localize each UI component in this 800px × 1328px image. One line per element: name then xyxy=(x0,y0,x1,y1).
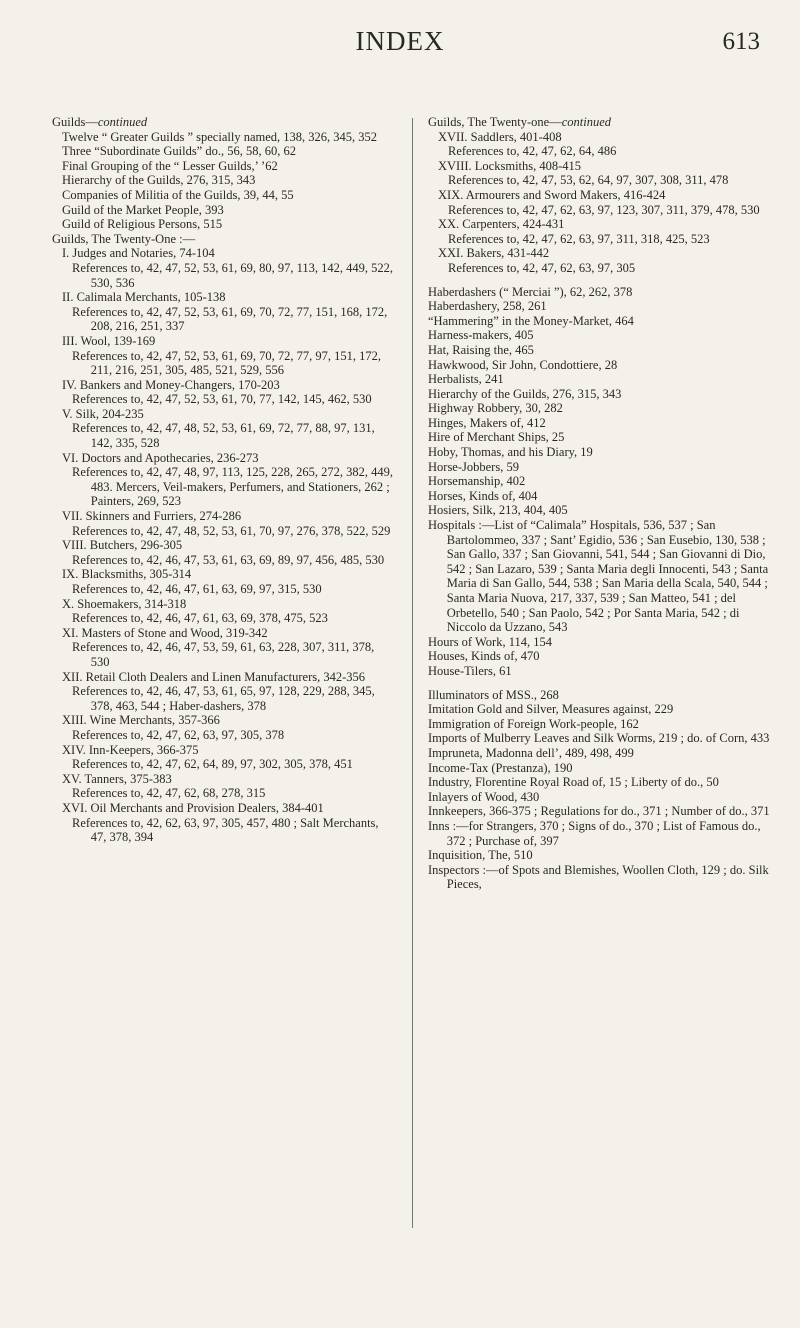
continued-label: continued xyxy=(561,115,612,129)
index-entry: VI. Doctors and Apothecaries, 236-273 xyxy=(62,450,259,465)
index-entry: VIII. Butchers, 296-305 xyxy=(62,538,183,553)
index-entry: Inns :—for Strangers, 370 ; Signs of do., 370 ; List of Famous do., 372 ; Purchase of, 397 xyxy=(428,818,764,848)
index-entry: II. Calimala Merchants, 105-138 xyxy=(62,290,226,305)
index-entry: III. Wool, 139-169 xyxy=(62,333,156,348)
index-entry: References to, 42, 46, 47, 53, 59, 61, 63, 228, 307, 311, 378, 530 xyxy=(72,640,378,669)
index-entry: Innkeepers, 366-375 ; Regulations for do., 371 ; Number of do., 371 xyxy=(428,804,770,819)
index-entry: XIV. Inn-Keepers, 366-375 xyxy=(62,742,199,757)
index-entry: Harness-makers, 405 xyxy=(428,328,534,343)
index-entry: XVIII. Locksmiths, 408-415 xyxy=(438,158,582,173)
index-entry: Imports of Mulberry Leaves and Silk Worms, 219 ; do. of Corn, 433 xyxy=(428,731,770,746)
continued-label: continued xyxy=(97,115,148,129)
index-entry: References to, 42, 47, 53, 62, 64, 97, 307, 308, 311, 478 xyxy=(448,173,729,188)
index-entry: IX. Blacksmiths, 305-314 xyxy=(62,567,192,582)
index-entry: Haberdashery, 258, 261 xyxy=(428,299,547,314)
index-entry: XX. Carpenters, 424-431 xyxy=(438,217,565,232)
index-entry: XIX. Armourers and Sword Makers, 416-424 xyxy=(438,187,666,202)
index-entry: XIII. Wine Merchants, 357-366 xyxy=(62,713,220,728)
index-entry: Guild of the Market People, 393 xyxy=(62,202,224,217)
index-entry: Hierarchy of the Guilds, 276, 315, 343 xyxy=(428,386,622,401)
index-entry: References to, 42, 46, 47, 53, 61, 63, 69, 89, 97, 456, 485, 530 xyxy=(72,552,385,567)
index-entry: Companies of Militia of the Guilds, 39, 44, 55 xyxy=(62,187,294,202)
index-entry: Illuminators of MSS., 268 xyxy=(428,687,559,702)
index-entry: Hosiers, Silk, 213, 404, 405 xyxy=(428,503,568,518)
index-entry: X. Shoemakers, 314-318 xyxy=(62,596,187,611)
index-entry: Industry, Florentine Royal Road of, 15 ; Liberty of do., 50 xyxy=(428,775,719,790)
index-entry: Hawkwood, Sir John, Condottiere, 28 xyxy=(428,357,618,372)
index-entry: Guilds, The Twenty-one—continued xyxy=(428,115,612,129)
index-entry: Hospitals :—List of “Calimala” Hospitals, 536, 537 ; San Bartolommeo, 337 ; Sant’ Egidio, 536 ; San Eusebio, 130, 538 ; San Gallo, 337 ; San Giovanni, 541, 544 ; San Giovanni di Dio, 542 ; San Lazaro, 539 ; Santa Maria degli Innocenti, 543 ; Santa Maria di San Gallo, 544, 538 ; San Maria della Scala, 540, 544 ; Santa Maria Nuova, 217, 337, 539 ; San Matteo, 541 ; del Orbetello, 540 ; San Paolo, 542 ; Por Santa Maria, 542 ; di Niccolo da Uzzano, 543 xyxy=(428,518,772,635)
index-entry: House-Tilers, 61 xyxy=(428,663,512,678)
index-entry: Impruneta, Madonna dell’, 489, 498, 499 xyxy=(428,745,634,760)
index-entry: I. Judges and Notaries, 74-104 xyxy=(62,246,215,261)
index-entry: References to, 42, 62, 63, 97, 305, 457, 480 ; Salt Merchants, 47, 378, 394 xyxy=(72,815,382,845)
index-entry: Three “Subordinate Guilds” do., 56, 58, 60, 62 xyxy=(62,144,296,159)
index-entry: Guilds, The Twenty-One :— xyxy=(52,231,196,246)
index-entry: References to, 42, 47, 62, 63, 97, 305, 378 xyxy=(72,727,285,742)
page-title: INDEX xyxy=(355,26,445,56)
index-entry: References to, 42, 47, 52, 53, 61, 69, 70, 72, 77, 97, 151, 172, 211, 216, 251, 305, 485, 521, 529, 556 xyxy=(72,348,385,378)
index-entry: V. Silk, 204-235 xyxy=(62,406,144,421)
index-entry: Hire of Merchant Ships, 25 xyxy=(428,430,565,445)
index-entry: Hierarchy of the Guilds, 276, 315, 343 xyxy=(62,173,256,188)
index-entry: References to, 42, 46, 47, 61, 63, 69, 97, 315, 530 xyxy=(72,582,322,596)
index-entry: XII. Retail Cloth Dealers and Linen Manufacturers, 342-356 xyxy=(62,669,366,684)
index-entry: Twelve “ Greater Guilds ” specially named, 138, 326, 345, 352 xyxy=(62,129,378,144)
index-entry: XXI. Bakers, 431-442 xyxy=(438,246,550,261)
index-entry: XVI. Oil Merchants and Provision Dealers, 384-401 xyxy=(62,800,324,815)
index-entry: Guilds—continued xyxy=(52,115,148,129)
index-entry: Horses, Kinds of, 404 xyxy=(428,488,538,503)
index-entry: IV. Bankers and Money-Changers, 170-203 xyxy=(62,377,280,392)
index-entry: Hinges, Makers of, 412 xyxy=(428,415,546,430)
index-entry: Horsemanship, 402 xyxy=(428,474,526,489)
index-entry: References to, 42, 47, 62, 63, 97, 311, 318, 425, 523 xyxy=(448,231,710,246)
index-entry: Immigration of Foreign Work-people, 162 xyxy=(428,716,639,731)
index-entry: VII. Skinners and Furriers, 274-286 xyxy=(62,509,242,524)
index-entry: Guild of Religious Persons, 515 xyxy=(62,217,223,232)
index-entry: References to, 42, 47, 62, 63, 97, 123, 307, 311, 379, 478, 530 xyxy=(448,202,760,217)
index-entry: Hoby, Thomas, and his Diary, 19 xyxy=(428,445,593,460)
index-entry: References to, 42, 47, 62, 68, 278, 315 xyxy=(72,786,266,801)
page-number: 613 xyxy=(722,28,760,55)
index-entry: Houses, Kinds of, 470 xyxy=(428,649,540,664)
index-entry: XI. Masters of Stone and Wood, 319-342 xyxy=(62,625,268,640)
index-column-left xyxy=(52,115,395,845)
index-entry: References to, 42, 47, 48, 97, 113, 125, 228, 265, 272, 382, 449, 483. Mercers, Veil-makers, Perfumers, and Stationers, 262 ; Painters, 269, 523 xyxy=(72,465,397,509)
page-header xyxy=(0,26,800,66)
index-entry: References to, 42, 47, 62, 64, 486 xyxy=(448,144,617,159)
index-entry: XV. Tanners, 375-383 xyxy=(62,771,172,786)
index-entry: References to, 42, 47, 52, 53, 61, 69, 80, 97, 113, 142, 449, 522, 530, 536 xyxy=(72,260,397,290)
index-entry: Inlayers of Wood, 430 xyxy=(428,789,540,804)
index-entry: Final Grouping of the “ Lesser Guilds,’ ’62 xyxy=(62,158,278,173)
index-entry: Imitation Gold and Silver, Measures against, 229 xyxy=(428,702,674,717)
index-entry: References to, 42, 47, 48, 52, 53, 61, 69, 72, 77, 88, 97, 131, 142, 335, 528 xyxy=(72,421,378,451)
index-entry: Hat, Raising the, 465 xyxy=(428,342,534,357)
index-entry: References to, 42, 46, 47, 61, 63, 69, 378, 475, 523 xyxy=(72,611,328,626)
index-entry: Inquisition, The, 510 xyxy=(428,848,533,863)
index-entry: Horse-Jobbers, 59 xyxy=(428,459,519,474)
index-entry: Inspectors :—of Spots and Blemishes, Woollen Cloth, 129 ; do. Silk Pieces, xyxy=(428,862,772,892)
index-entry: Hours of Work, 114, 154 xyxy=(428,634,552,649)
index-entry: References to, 42, 47, 48, 52, 53, 61, 70, 97, 276, 378, 522, 529 xyxy=(72,523,391,538)
index-entry: Income-Tax (Prestanza), 190 xyxy=(428,760,573,775)
index-entry: XVII. Saddlers, 401-408 xyxy=(438,129,562,144)
index-column-right xyxy=(428,115,774,892)
index-entry: “Hammering” in the Money-Market, 464 xyxy=(428,313,634,328)
index-entry: Haberdashers (“ Merciai ”), 62, 262, 378 xyxy=(428,284,633,299)
index-entry: Herbalists, 241 xyxy=(428,372,504,387)
index-entry: Highway Robbery, 30, 282 xyxy=(428,401,563,416)
column-divider xyxy=(412,118,413,1228)
index-entry: References to, 42, 47, 62, 63, 97, 305 xyxy=(448,260,636,275)
index-entry: References to, 42, 47, 62, 64, 89, 97, 302, 305, 378, 451 xyxy=(72,757,353,772)
index-entry: References to, 42, 47, 52, 53, 61, 69, 70, 72, 77, 151, 168, 172, 208, 216, 251, 337 xyxy=(72,304,391,334)
index-entry: References to, 42, 46, 47, 53, 61, 65, 97, 128, 229, 288, 345, 378, 463, 544 ; Haber-dashers, 378 xyxy=(72,684,378,713)
index-entry: References to, 42, 47, 52, 53, 61, 70, 77, 142, 145, 462, 530 xyxy=(72,392,372,407)
